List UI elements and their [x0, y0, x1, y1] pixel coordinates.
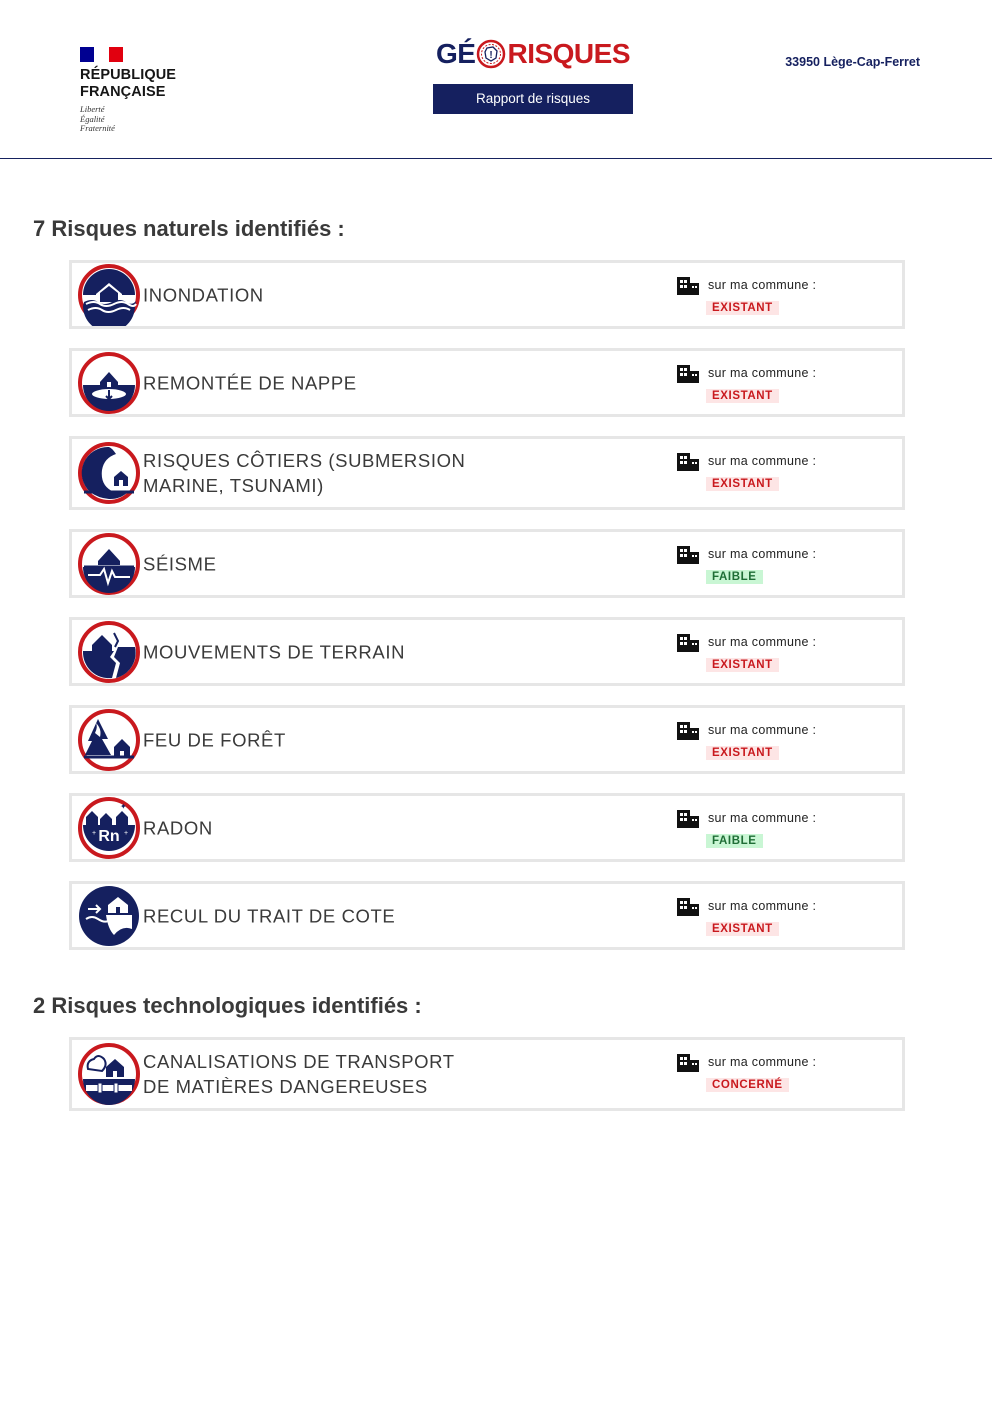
- building-icon: [676, 363, 700, 383]
- risk-card-risques-cotiers[interactable]: [69, 436, 905, 510]
- georisques-brand: [433, 36, 633, 114]
- risk-card-recul-du-trait-de-cote[interactable]: [69, 881, 905, 950]
- report-type-badge: Rapport de risques: [433, 84, 633, 114]
- forest-fire-icon: [78, 709, 140, 771]
- coastal-wave-icon: [78, 442, 140, 504]
- republique-francaise-logo: [80, 47, 190, 134]
- status-badge: FAIBLE: [706, 834, 763, 848]
- pipeline-icon: [78, 1043, 140, 1105]
- building-icon: [676, 632, 700, 652]
- commune-status: [676, 275, 896, 315]
- republic-line-1: RÉPUBLIQUE: [80, 67, 177, 83]
- georisques-logo: [433, 36, 633, 72]
- status-badge: EXISTANT: [706, 389, 779, 403]
- svg-text:✦: ✦: [120, 801, 127, 811]
- status-badge: EXISTANT: [706, 477, 779, 491]
- risk-name-line-2: MARINE, TSUNAMI): [143, 475, 324, 496]
- risk-name: RADON: [143, 817, 213, 838]
- landslide-icon: [78, 621, 140, 683]
- brand-geo-text: GÉ: [436, 38, 476, 69]
- building-icon: [676, 808, 700, 828]
- risk-name: SÉISME: [143, 553, 217, 574]
- svg-text:+: +: [124, 829, 129, 837]
- commune-status: [676, 808, 896, 848]
- building-icon: [676, 720, 700, 740]
- risk-card-canalisations[interactable]: [69, 1037, 905, 1111]
- risk-card-feu-de-foret[interactable]: [69, 705, 905, 774]
- commune-status: [676, 363, 896, 403]
- commune-label: sur ma commune :: [708, 1055, 817, 1069]
- status-badge: EXISTANT: [706, 301, 779, 315]
- risk-card-inondation[interactable]: [69, 260, 905, 329]
- risk-name: REMONTÉE DE NAPPE: [143, 372, 357, 393]
- commune-status: [676, 1052, 896, 1092]
- risk-card-radon[interactable]: [69, 793, 905, 862]
- commune-status: [676, 720, 896, 760]
- building-icon: [676, 1052, 700, 1072]
- risk-card-remontee-de-nappe[interactable]: [69, 348, 905, 417]
- building-icon: [676, 275, 700, 295]
- building-icon: [676, 544, 700, 564]
- risk-name: FEU DE FORÊT: [143, 729, 286, 750]
- svg-text:+: +: [92, 829, 97, 837]
- risk-name-line-2: DE MATIÈRES DANGEREUSES: [143, 1076, 428, 1097]
- commune-status: [676, 544, 896, 584]
- motto-liberte: Liberté: [80, 104, 105, 114]
- address-label: 33950 Lège-Cap-Ferret: [785, 55, 920, 69]
- risk-card-seisme[interactable]: [69, 529, 905, 598]
- natural-risks-title: 7 Risques naturels identifiés :: [33, 216, 345, 241]
- building-icon: [676, 896, 700, 916]
- natural-risks-list: [69, 260, 905, 969]
- risk-name-line-1: RISQUES CÔTIERS (SUBMERSION: [143, 450, 466, 471]
- page-header: [0, 0, 992, 159]
- brand-risques-text: RISQUES: [507, 38, 630, 69]
- risk-name: [143, 448, 473, 498]
- risk-name: MOUVEMENTS DE TERRAIN: [143, 641, 406, 662]
- status-badge: CONCERNÉ: [706, 1078, 789, 1092]
- motto-egalite: Égalité: [80, 113, 105, 124]
- commune-label: sur ma commune :: [708, 811, 817, 825]
- coastline-erosion-icon: [78, 885, 140, 947]
- commune-label: sur ma commune :: [708, 723, 817, 737]
- commune-status: [676, 896, 896, 936]
- commune-label: sur ma commune :: [708, 899, 817, 913]
- technological-risks-list: [69, 1037, 905, 1130]
- status-badge: EXISTANT: [706, 922, 779, 936]
- commune-label: sur ma commune :: [708, 366, 817, 380]
- commune-status: [676, 451, 896, 491]
- risk-card-mouvements-de-terrain[interactable]: [69, 617, 905, 686]
- technological-risks-title: 2 Risques technologiques identifiés :: [33, 993, 422, 1018]
- svg-text:!: !: [489, 50, 494, 61]
- commune-label: sur ma commune :: [708, 547, 817, 561]
- france-map-icon: [476, 39, 506, 69]
- risk-name-line-1: CANALISATIONS DE TRANSPORT: [143, 1051, 455, 1072]
- status-badge: EXISTANT: [706, 746, 779, 760]
- motto: [80, 105, 190, 134]
- risk-name: RECUL DU TRAIT DE COTE: [143, 905, 396, 926]
- motto-fraternite: Fraternité: [80, 123, 115, 133]
- risk-name: INONDATION: [143, 284, 264, 305]
- commune-label: sur ma commune :: [708, 278, 817, 292]
- commune-status: [676, 632, 896, 672]
- commune-label: sur ma commune :: [708, 454, 817, 468]
- svg-text:Rn: Rn: [98, 827, 120, 845]
- earthquake-icon: [78, 533, 140, 595]
- flood-icon: [78, 264, 140, 326]
- status-badge: EXISTANT: [706, 658, 779, 672]
- radon-icon: [78, 797, 140, 859]
- building-icon: [676, 451, 700, 471]
- groundwater-icon: [78, 352, 140, 414]
- french-flag-icon: [80, 47, 123, 62]
- risk-name: [143, 1049, 473, 1099]
- commune-label: sur ma commune :: [708, 635, 817, 649]
- status-badge: FAIBLE: [706, 570, 763, 584]
- republic-line-2: FRANÇAISE: [80, 84, 166, 100]
